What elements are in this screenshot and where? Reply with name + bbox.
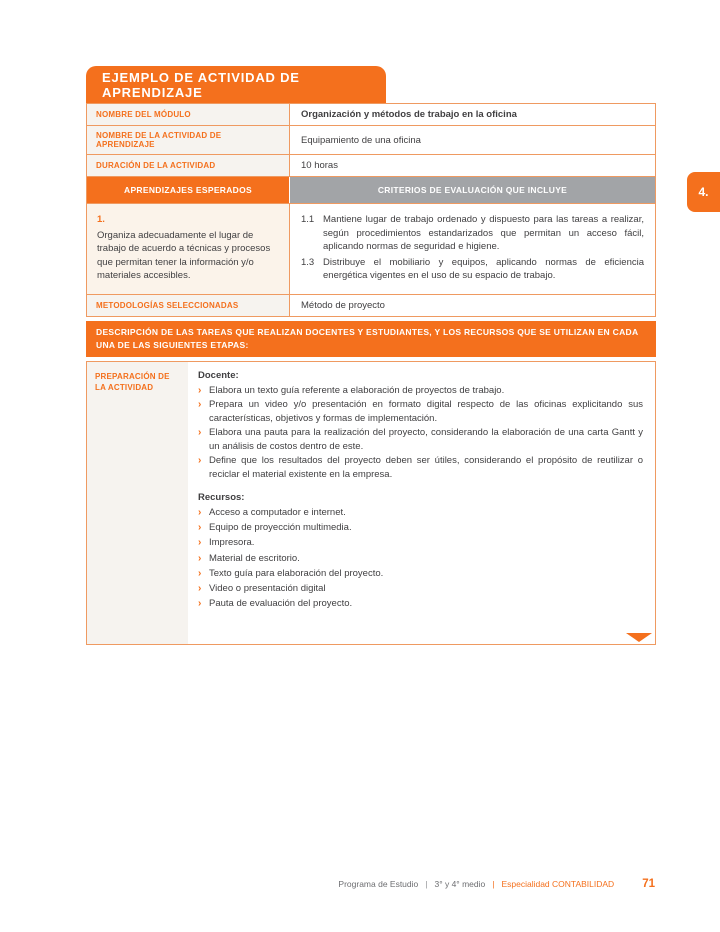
list-item <box>198 426 643 453</box>
evaluation-criteria-header: CRITERIOS DE EVALUACIÓN QUE INCLUYE <box>290 177 655 203</box>
module-name-label: NOMBRE DEL MÓDULO <box>87 104 290 125</box>
criterion-number: 1.3 <box>301 256 315 268</box>
chevron-bullet-icon: › <box>198 583 202 595</box>
footer-program: Programa de Estudio <box>338 879 419 889</box>
list-item <box>198 597 643 611</box>
list-item <box>198 552 643 566</box>
list-item-text: Texto guía para elaboración del proyecto. <box>209 567 384 579</box>
preparation-content <box>188 362 655 644</box>
duration-label: DURACIÓN DE LA ACTIVIDAD <box>87 155 290 176</box>
teacher-heading: Docente: <box>198 369 239 381</box>
criterion-item <box>301 256 644 283</box>
criterion-item <box>301 213 644 254</box>
footer-specialty: Especialidad CONTABILIDAD <box>501 879 615 889</box>
chevron-bullet-icon: › <box>198 427 202 438</box>
page-number: 71 <box>642 878 655 890</box>
duration-value: 10 horas <box>301 160 338 171</box>
list-item <box>198 384 643 398</box>
resources-list <box>198 506 643 611</box>
list-item-text: Acceso a computador e internet. <box>209 507 346 518</box>
teacher-task-list <box>198 384 643 482</box>
activity-title: EJEMPLO DE ACTIVIDAD DE APRENDIZAJE <box>102 69 300 100</box>
chevron-bullet-icon: › <box>198 522 202 534</box>
list-item <box>198 582 643 596</box>
chevron-bullet-icon: › <box>198 537 202 549</box>
list-item-text: Equipo de proyección multimedia. <box>209 522 352 534</box>
resources-block <box>198 492 643 611</box>
footer-grade: 3° y 4° medio <box>434 879 486 889</box>
preparation-section <box>86 361 656 645</box>
footer-separator: | <box>492 879 495 889</box>
evaluation-criteria-cell <box>290 204 655 294</box>
description-banner: DESCRIPCIÓN DE LAS TAREAS QUE REALIZAN DOCENTES Y ESTUDIANTES, Y LOS RECURSOS QUE SE UTILIZAN EN CADA UNA DE LAS SIGUIENTES ETAPAS: <box>86 321 656 357</box>
chapter-tab-number: 4. <box>698 185 709 199</box>
chevron-bullet-icon: › <box>198 399 202 410</box>
list-item <box>198 536 643 550</box>
activity-name-value: Equipamiento de una oficina <box>301 134 421 146</box>
chevron-bullet-icon: › <box>198 552 202 564</box>
activity-name-label: NOMBRE DE LA ACTIVIDAD DE APRENDIZAJE <box>87 126 290 154</box>
list-item-text: Elabora una pauta para la realización del proyecto, considerando la elaboración de una carta Gantt y un análisis de costos dentro de este. <box>209 427 643 452</box>
chapter-tab <box>687 172 720 212</box>
list-item-text: Impresora. <box>209 537 255 549</box>
list-item-text: Elabora un texto guía referente a elaboración de proyectos de trabajo. <box>209 384 505 396</box>
table-row <box>87 155 655 177</box>
activity-title-banner <box>86 66 386 103</box>
chevron-bullet-icon: › <box>198 598 202 610</box>
list-item <box>198 454 643 481</box>
objective-text: Organiza adecuadamente el lugar de trabajo de acuerdo a técnicas y procesos que permitan tener la información y/o materiales accesibles. <box>97 229 271 281</box>
list-item <box>198 506 643 520</box>
down-triangle-icon <box>626 633 652 642</box>
methodology-value: Método de proyecto <box>301 299 385 311</box>
table-row <box>87 104 655 126</box>
methodology-row <box>87 295 655 317</box>
table-row <box>87 126 655 155</box>
methodology-label: METODOLOGÍAS SELECCIONADAS <box>87 295 290 316</box>
list-item-text: Video o presentación digital <box>209 583 326 595</box>
list-item <box>198 398 643 425</box>
list-item <box>198 521 643 535</box>
resources-heading: Recursos: <box>198 492 245 503</box>
chevron-bullet-icon: › <box>198 567 202 579</box>
page-footer <box>338 878 655 890</box>
module-name-value: Organización y métodos de trabajo en la oficina <box>301 109 517 120</box>
chevron-bullet-icon: › <box>198 455 202 466</box>
expected-learning-header: APRENDIZAJES ESPERADOS <box>87 177 290 203</box>
list-item-text: Material de escritorio. <box>209 552 300 564</box>
chevron-bullet-icon: › <box>198 507 202 518</box>
criterion-number: 1.1 <box>301 214 315 225</box>
footer-separator: | <box>425 879 428 889</box>
list-item-text: Prepara un video y/o presentación en formato digital respecto de las oficinas explicitando sus características, objetivos y formas de implementación. <box>209 399 643 424</box>
preparation-label: PREPARACIÓN DE LA ACTIVIDAD <box>87 362 188 644</box>
criteria-content-row <box>87 204 655 295</box>
expected-learning-cell <box>87 204 290 294</box>
objective-number: 1. <box>97 214 105 225</box>
activity-table <box>86 103 656 317</box>
criteria-header-row <box>87 177 655 204</box>
list-item-text: Pauta de evaluación del proyecto. <box>209 598 353 610</box>
list-item <box>198 567 643 581</box>
criterion-text: Mantiene lugar de trabajo ordenado y dispuesto para las tareas a realizar, según procedimientos estandarizados que permitan un acceso fácil, aplicando normas de seguridad e higiene. <box>323 214 644 252</box>
chevron-bullet-icon: › <box>198 384 202 396</box>
criterion-text: Distribuye el mobiliario y equipos, aplicando normas de eficiencia energética vigentes en el uso de su espacio de trabajo. <box>323 256 644 281</box>
list-item-text: Define que los resultados del proyecto deben ser útiles, considerando el propósito de reutilizar o reciclar el material existente en la empresa. <box>209 455 643 480</box>
activity-sheet <box>86 66 656 645</box>
